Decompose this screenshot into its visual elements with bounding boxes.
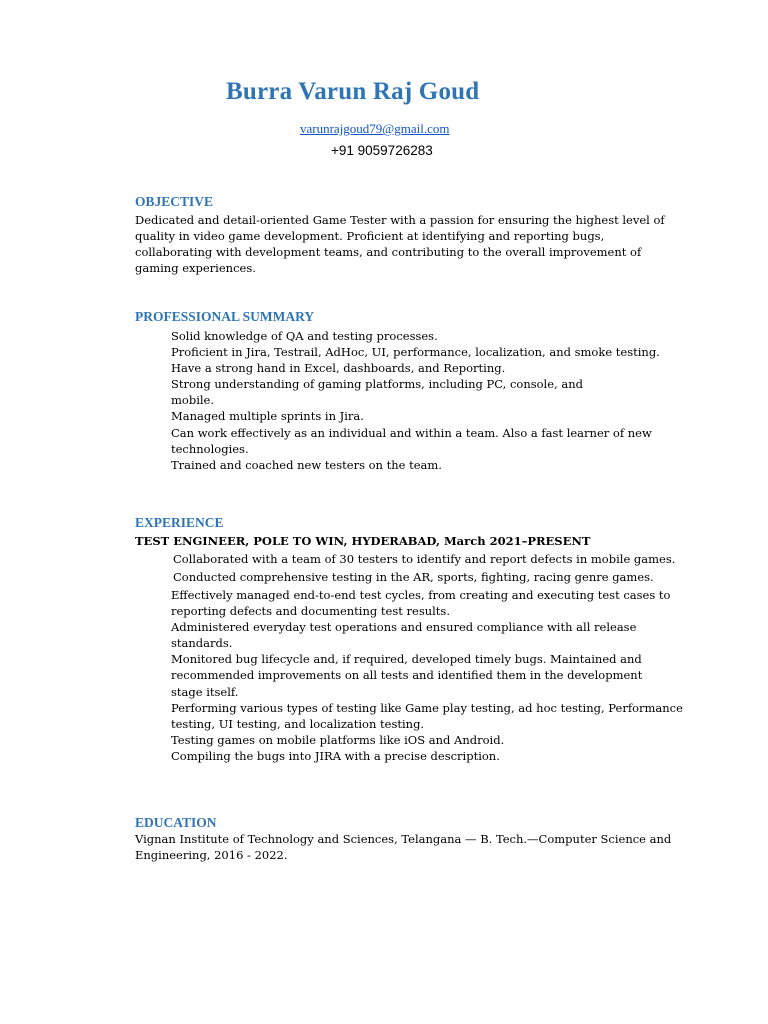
experience-item: Compiling the bugs into JIRA with a precise description. (171, 748, 500, 763)
experience-item: Effectively managed end-to-end test cycles, from creating and executing test cases to (171, 588, 671, 602)
job-title: TEST ENGINEER, POLE TO WIN, HYDERABAD, March 2021–PRESENT (135, 534, 591, 548)
summary-item: Have a strong hand in Excel, dashboards, and Reporting. (171, 361, 506, 376)
objective-line: Dedicated and detail-oriented Game Tester with a passion for ensuring the highest level of (135, 213, 665, 227)
objective-line: quality in video game development. Proficient at identifying and reporting bugs, (135, 229, 605, 243)
experience-item: Administered everyday test operations and ensured compliance with all release (171, 620, 637, 635)
summary-item: Solid knowledge of QA and testing processes. (171, 329, 438, 343)
professional-summary-heading: PROFESSIONAL SUMMARY (135, 309, 315, 324)
education-line: Engineering, 2016 - 2022. (135, 848, 288, 862)
education-line: Vignan Institute of Technology and Sciences, Telangana — B. Tech.—Computer Science and (135, 832, 672, 846)
education-heading: EDUCATION (135, 815, 217, 830)
experience-item: stage itself. (171, 684, 239, 699)
phone-number: +91 9059726283 (331, 143, 433, 158)
summary-item: technologies. (171, 441, 249, 456)
objective-text (135, 212, 665, 276)
summary-item: Can work effectively as an individual and within a team. Also a fast learner of new (171, 425, 652, 440)
experience-item: testing, UI testing, and localization testing. (171, 716, 425, 731)
summary-item: Managed multiple sprints in Jira. (171, 409, 364, 424)
education-text (135, 831, 672, 863)
email-link[interactable]: varunrajgoud79@gmail.com (300, 121, 450, 136)
objective-line: gaming experiences. (135, 261, 256, 275)
summary-item: Strong understanding of gaming platforms, including PC, console, and (171, 377, 583, 392)
objective-heading: OBJECTIVE (135, 194, 214, 209)
objective-line: collaborating with development teams, and contributing to the overall improvement of (135, 245, 642, 259)
experience-item: Monitored bug lifecycle and, if required, developed timely bugs. Maintained and (171, 652, 642, 667)
candidate-name: Burra Varun Raj Goud (226, 78, 480, 105)
summary-item: Trained and coached new testers on the team. (171, 457, 442, 472)
experience-list-a (173, 551, 675, 586)
experience-item: recommended improvements on all tests and identified them in the development (171, 668, 643, 683)
experience-item: Conducted comprehensive testing in the AR, sports, fighting, racing genre games. (173, 569, 654, 584)
experience-list-b (171, 587, 683, 764)
experience-item: reporting defects and documenting test results. (171, 604, 450, 619)
experience-item: Testing games on mobile platforms like iOS and Android. (171, 732, 505, 747)
experience-item: Collaborated with a team of 30 testers to identify and report defects in mobile games. (173, 552, 676, 566)
summary-item: Proficient in Jira, Testrail, AdHoc, UI, performance, localization, and smoke testing. (171, 345, 660, 360)
summary-list (171, 328, 660, 473)
experience-item: Performing various types of testing like Game play testing, ad hoc testing, Performance (171, 700, 683, 715)
summary-item: mobile. (171, 393, 215, 408)
experience-heading: EXPERIENCE (135, 515, 224, 530)
experience-item: standards. (171, 636, 233, 651)
